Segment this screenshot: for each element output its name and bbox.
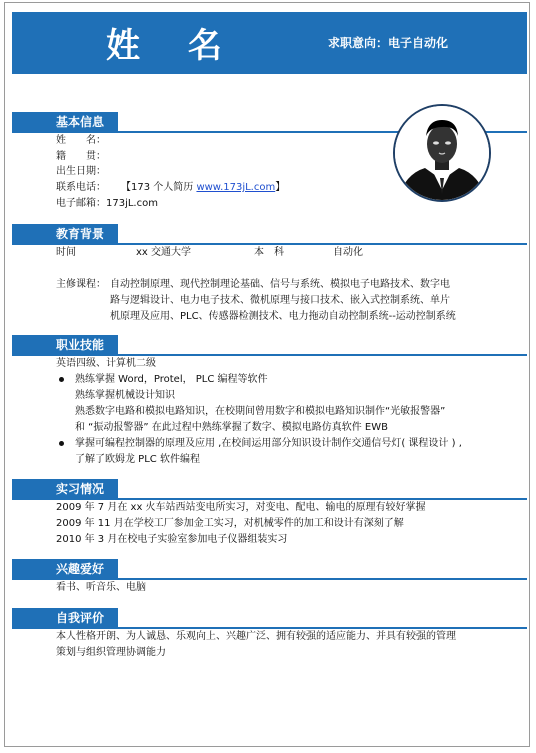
skills-line: 和 “振动报警器” 在此过程中熟练掌握了数字、模拟电路仿真软件 EWB	[75, 422, 388, 433]
skills-line: 熟练掌握 Word，Protel， PLC 编程等软件	[75, 374, 268, 385]
section-title-basic: 基本信息	[12, 112, 118, 132]
website-link[interactable]: www.173jL.com	[196, 182, 276, 193]
courses-line: 自动控制原理、现代控制理论基础、信号与系统、模拟电子电路技术、数字电	[110, 279, 450, 290]
bullet-icon	[59, 441, 64, 446]
skills-line: 熟练掌握机械设计知识	[75, 390, 175, 401]
profile-photo	[393, 104, 491, 202]
edu-school: xx 交通大学	[136, 247, 192, 258]
self-eval-line: 策划与组织管理协调能力	[56, 647, 166, 658]
applicant-name: 姓 名	[106, 26, 240, 66]
courses-label: 主修课程：	[56, 279, 106, 290]
skills-line: 了解了欧姆龙 PLC 软件编程	[75, 454, 200, 465]
phone-suffix: 】	[275, 182, 286, 193]
field-name: 姓 名：	[56, 135, 106, 146]
section-title-self-eval: 自我评价	[12, 608, 118, 628]
skills-line: 熟悉数字电路和模拟电路知识，在校期间曾用数字和模拟电路知识制作“光敏报警器”	[75, 406, 446, 417]
section-title-hobbies: 兴趣爱好	[12, 559, 118, 579]
field-hometown: 籍 贯：	[56, 151, 106, 162]
header-banner	[12, 12, 527, 74]
skills-line: 掌握可编程控制器的原理及应用 ,在校间运用部分知识设计制作交通信号灯( 课程设计 ) ,	[75, 438, 462, 449]
internship-line: 2010 年 3 月在校电子实验室参加电子仪器组装实习	[56, 534, 288, 545]
courses-line: 机原理及应用、PLC、传感器检测技术、电力拖动自动控制系统--运动控制系统	[110, 311, 456, 322]
section-title-skills: 职业技能	[12, 335, 118, 355]
field-phone: 联系电话：	[56, 182, 106, 193]
bullet-icon	[59, 377, 64, 382]
portrait-image	[395, 106, 489, 200]
phone-prefix: 【173 个人简历	[121, 182, 197, 193]
skills-line: 英语四级、计算机二级	[56, 358, 156, 369]
internship-line: 2009 年 11 月在学校工厂参加金工实习，对机械零件的加工和设计有深刻了解	[56, 518, 404, 529]
section-title-education: 教育背景	[12, 224, 118, 244]
job-intent: 求职意向：电子自动化	[328, 36, 449, 50]
edu-time-label: 时间	[56, 247, 76, 258]
field-email: 电子邮箱：173jL.com	[56, 198, 158, 209]
self-eval-line: 本人性格开朗、为人诚恳、乐观向上、兴趣广泛、拥有较强的适应能力、并具有较强的管理	[56, 631, 456, 642]
edu-major: 自动化	[333, 247, 363, 258]
courses-line: 路与逻辑设计、电力电子技术、微机原理与接口技术、嵌入式控制系统、单片	[110, 295, 450, 306]
phone-value	[121, 181, 285, 194]
edu-degree: 本 科	[254, 247, 284, 258]
field-birthdate: 出生日期：	[56, 166, 106, 177]
section-title-internship: 实习情况	[12, 479, 118, 499]
hobbies-text: 看书、听音乐、电脑	[56, 582, 146, 593]
internship-line: 2009 年 7 月在 xx 火车站西站变电所实习，对变电、配电、输电的原理有较好掌握	[56, 502, 426, 513]
